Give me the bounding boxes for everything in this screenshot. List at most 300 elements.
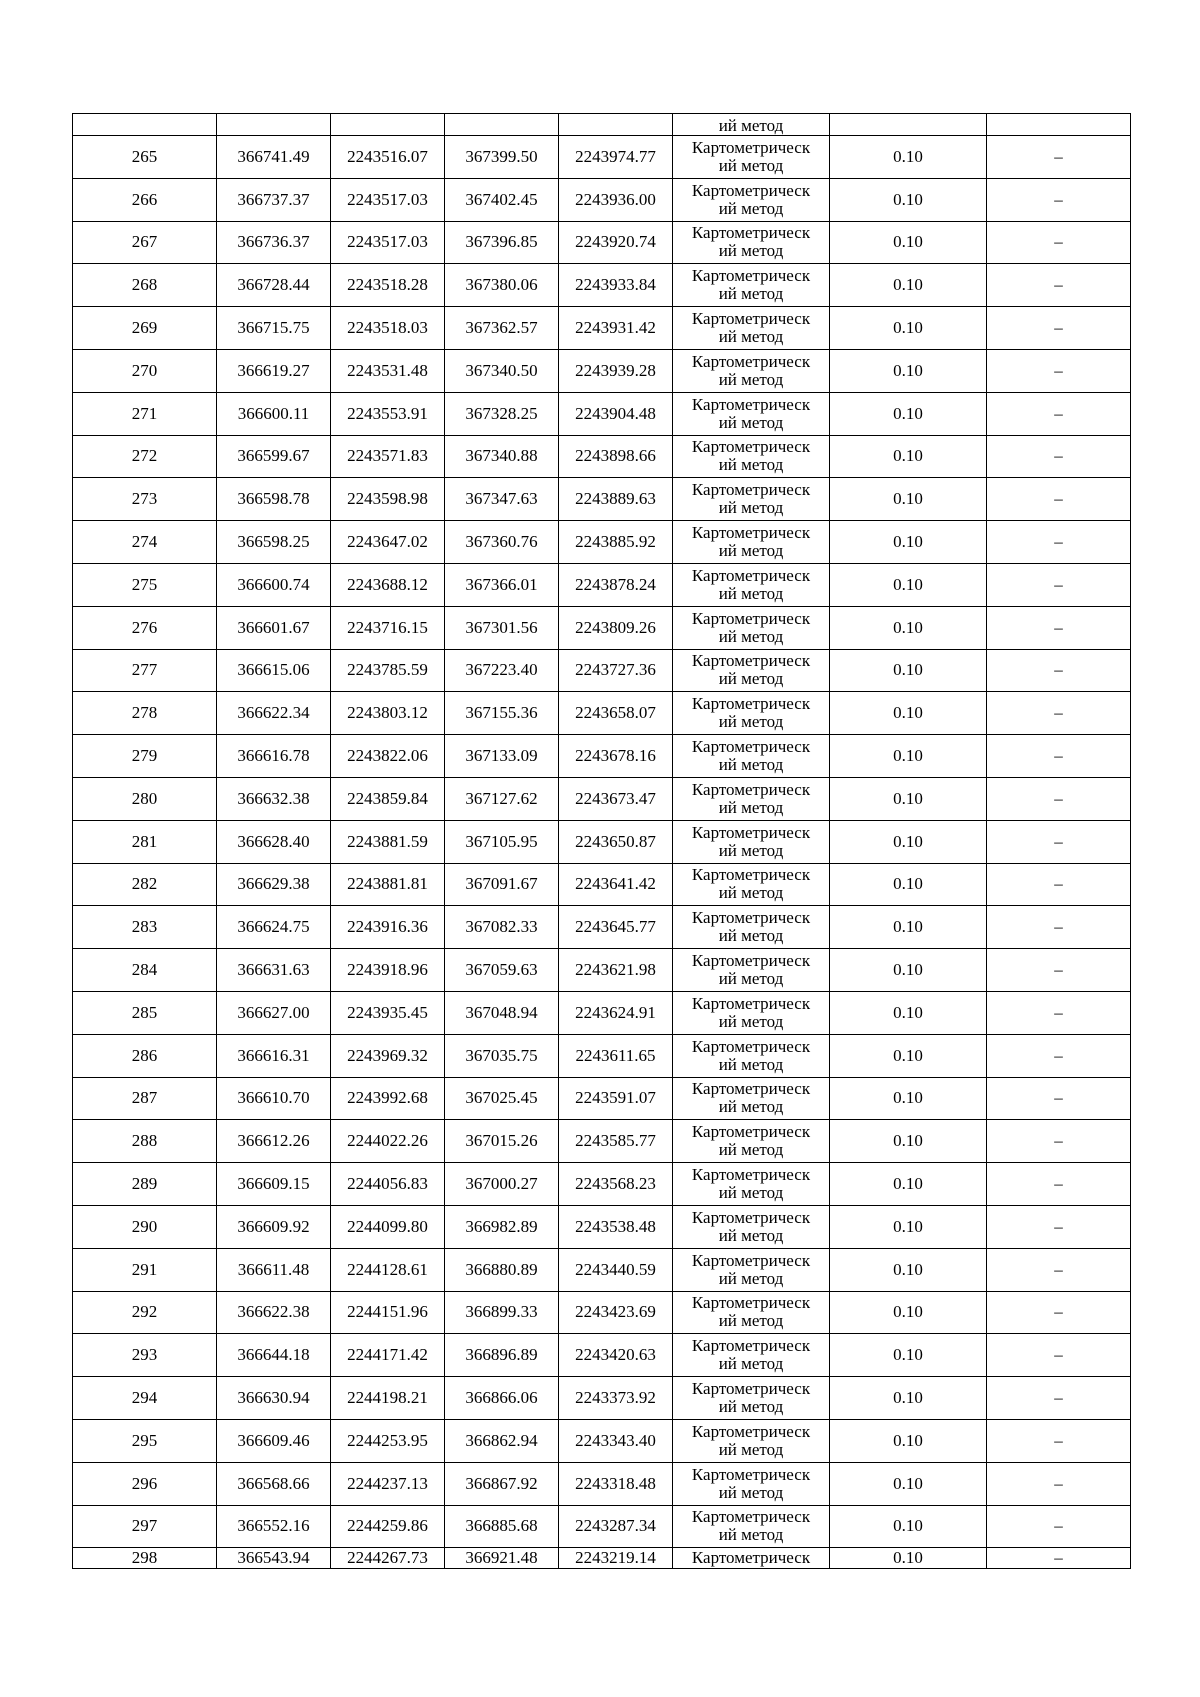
cell-accuracy: 0.10 <box>830 178 987 221</box>
cell-x-end: 366885.68 <box>445 1505 559 1548</box>
method-text-line1: Картометрическ <box>691 565 811 585</box>
method-text-line1: Картометрическ <box>691 694 811 714</box>
cell-y-start: 2243598.98 <box>331 478 445 521</box>
cell-accuracy: 0.10 <box>830 1120 987 1163</box>
cell-x-start: 366611.48 <box>217 1248 331 1291</box>
cell-x-start: 366622.38 <box>217 1291 331 1334</box>
method-text-line1: Картометрическ <box>691 266 811 286</box>
table-row <box>73 1462 1131 1505</box>
cell-y-end: 2243809.26 <box>559 606 673 649</box>
cell-x-start: 366737.37 <box>217 178 331 221</box>
method-text-line1: Картометрическ <box>691 865 811 885</box>
method-text-line1: Картометрическ <box>691 1507 811 1527</box>
cell-x-end: 367223.40 <box>445 649 559 692</box>
cell-point-number: 286 <box>73 1034 217 1077</box>
cell-note: – <box>987 863 1131 906</box>
cell-empty <box>217 114 331 136</box>
table-row <box>73 1077 1131 1120</box>
cell-method <box>673 1291 830 1334</box>
cell-x-end: 367328.25 <box>445 392 559 435</box>
cell-y-end: 2243287.34 <box>559 1505 673 1548</box>
cell-note: – <box>987 906 1131 949</box>
cell-x-end: 366880.89 <box>445 1248 559 1291</box>
cell-x-end: 367347.63 <box>445 478 559 521</box>
cell-point-number: 265 <box>73 136 217 179</box>
method-text-line1: Картометрическ <box>691 1165 811 1185</box>
cell-x-start: 366598.78 <box>217 478 331 521</box>
cell-accuracy: 0.10 <box>830 1462 987 1505</box>
cell-empty <box>559 114 673 136</box>
cell-empty <box>445 114 559 136</box>
table-row <box>73 1291 1131 1334</box>
cell-x-start: 366615.06 <box>217 649 331 692</box>
table-row <box>73 136 1131 179</box>
cell-accuracy: 0.10 <box>830 435 987 478</box>
table-row <box>73 563 1131 606</box>
cell-empty <box>73 114 217 136</box>
cell-point-number: 270 <box>73 349 217 392</box>
method-text-line2: ий метод <box>718 1225 784 1245</box>
cell-method <box>673 735 830 778</box>
table-row <box>73 307 1131 350</box>
cell-x-start: 366568.66 <box>217 1462 331 1505</box>
cell-point-number: 283 <box>73 906 217 949</box>
cell-note: – <box>987 1291 1131 1334</box>
cell-accuracy: 0.10 <box>830 1034 987 1077</box>
table-row-continuation <box>73 114 1131 136</box>
cell-y-end: 2243898.66 <box>559 435 673 478</box>
cell-y-end: 2243933.84 <box>559 264 673 307</box>
table-row <box>73 435 1131 478</box>
cell-x-start: 366627.00 <box>217 991 331 1034</box>
cell-method <box>673 435 830 478</box>
cell-point-number: 278 <box>73 692 217 735</box>
method-text-line2: ий метод <box>718 327 784 347</box>
method-text-line1: Картометрическ <box>691 1079 811 1099</box>
cell-x-start: 366736.37 <box>217 221 331 264</box>
cell-y-start: 2244056.83 <box>331 1163 445 1206</box>
method-text-line2: ий метод <box>718 1183 784 1203</box>
cell-accuracy: 0.10 <box>830 1377 987 1420</box>
cell-point-number: 277 <box>73 649 217 692</box>
cell-x-end: 366867.92 <box>445 1462 559 1505</box>
method-text-line1: Картометрическ <box>691 1207 811 1227</box>
method-text-line1: Картометрическ <box>691 1293 811 1313</box>
table-row <box>73 1120 1131 1163</box>
cell-y-end: 2243889.63 <box>559 478 673 521</box>
cell-y-start: 2243859.84 <box>331 777 445 820</box>
cell-y-end: 2243678.16 <box>559 735 673 778</box>
cell-y-end: 2243658.07 <box>559 692 673 735</box>
cell-accuracy: 0.10 <box>830 735 987 778</box>
method-text-line1: Картометрическ <box>691 223 811 243</box>
method-text-line2: ий метод <box>718 669 784 689</box>
cell-y-end: 2243645.77 <box>559 906 673 949</box>
cell-note: – <box>987 392 1131 435</box>
cell-accuracy: 0.10 <box>830 1291 987 1334</box>
cell-note: – <box>987 1077 1131 1120</box>
cell-y-end: 2243591.07 <box>559 1077 673 1120</box>
cell-point-number: 272 <box>73 435 217 478</box>
table-row <box>73 478 1131 521</box>
method-text-line1: Картометрическ <box>691 737 811 757</box>
cell-method <box>673 1377 830 1420</box>
cell-method <box>673 1163 830 1206</box>
cell-x-end: 366896.89 <box>445 1334 559 1377</box>
method-text-line1: Картометрическ <box>691 993 811 1013</box>
method-text-line1: Картометрическ <box>691 822 811 842</box>
cell-note: – <box>987 221 1131 264</box>
method-text-line2: ий метод <box>718 755 784 775</box>
cell-x-start: 366741.49 <box>217 136 331 179</box>
table-row <box>73 349 1131 392</box>
method-text-line2: ий метод <box>718 1525 784 1545</box>
cell-y-start: 2243517.03 <box>331 221 445 264</box>
cell-method <box>673 264 830 307</box>
cell-x-end: 367048.94 <box>445 991 559 1034</box>
table-row <box>73 392 1131 435</box>
cell-method <box>673 221 830 264</box>
cell-y-start: 2243916.36 <box>331 906 445 949</box>
cell-note: – <box>987 1419 1131 1462</box>
cell-x-end: 367133.09 <box>445 735 559 778</box>
cell-x-start: 366624.75 <box>217 906 331 949</box>
cell-x-end: 366866.06 <box>445 1377 559 1420</box>
cell-accuracy: 0.10 <box>830 1548 987 1569</box>
cell-method <box>673 178 830 221</box>
cell-y-end: 2243650.87 <box>559 820 673 863</box>
cell-y-end: 2243423.69 <box>559 1291 673 1334</box>
cell-point-number: 268 <box>73 264 217 307</box>
cell-x-end: 366899.33 <box>445 1291 559 1334</box>
cell-accuracy: 0.10 <box>830 692 987 735</box>
cell-y-start: 2244198.21 <box>331 1377 445 1420</box>
method-text-line2: ий метод <box>718 155 784 175</box>
table-row <box>73 521 1131 564</box>
cell-x-end: 367340.50 <box>445 349 559 392</box>
cell-accuracy: 0.10 <box>830 264 987 307</box>
cell-y-end: 2243343.40 <box>559 1419 673 1462</box>
cell-method <box>673 1548 830 1569</box>
cell-y-start: 2243518.03 <box>331 307 445 350</box>
cell-method <box>673 1248 830 1291</box>
cell-note: – <box>987 264 1131 307</box>
cell-point-number: 279 <box>73 735 217 778</box>
method-text-line2: ий метод <box>718 1011 784 1031</box>
method-text-line1: Картометрическ <box>691 1421 811 1441</box>
cell-x-start: 366552.16 <box>217 1505 331 1548</box>
method-text-line2: ий метод <box>718 583 784 603</box>
cell-method <box>673 1505 830 1548</box>
cell-x-start: 366610.70 <box>217 1077 331 1120</box>
cell-x-start: 366631.63 <box>217 949 331 992</box>
cell-note: – <box>987 606 1131 649</box>
cell-point-number: 284 <box>73 949 217 992</box>
method-text-line1: Картометрическ <box>691 779 811 799</box>
cell-y-end: 2243621.98 <box>559 949 673 992</box>
cell-y-start: 2243518.28 <box>331 264 445 307</box>
cell-accuracy: 0.10 <box>830 906 987 949</box>
cell-method <box>673 1077 830 1120</box>
cell-x-end: 366982.89 <box>445 1205 559 1248</box>
cell-method <box>673 820 830 863</box>
cell-y-start: 2243517.03 <box>331 178 445 221</box>
cell-accuracy: 0.10 <box>830 777 987 820</box>
table-row <box>73 1505 1131 1548</box>
cell-method <box>673 307 830 350</box>
cell-y-start: 2244099.80 <box>331 1205 445 1248</box>
method-text-line2: ий метод <box>718 840 784 860</box>
cell-y-end: 2243611.65 <box>559 1034 673 1077</box>
cell-method <box>673 1034 830 1077</box>
cell-point-number: 282 <box>73 863 217 906</box>
cell-y-start: 2244267.73 <box>331 1548 445 1569</box>
cell-y-start: 2244151.96 <box>331 1291 445 1334</box>
table-row <box>73 949 1131 992</box>
cell-y-end: 2243219.14 <box>559 1548 673 1569</box>
cell-note: – <box>987 649 1131 692</box>
cell-accuracy: 0.10 <box>830 863 987 906</box>
cell-point-number: 287 <box>73 1077 217 1120</box>
cell-empty <box>830 114 987 136</box>
cell-point-number: 292 <box>73 1291 217 1334</box>
cell-note: – <box>987 1334 1131 1377</box>
method-text-line2: ий метод <box>718 369 784 389</box>
cell-note: – <box>987 949 1131 992</box>
table-row <box>73 1334 1131 1377</box>
cell-x-end: 366862.94 <box>445 1419 559 1462</box>
cell-y-start: 2243716.15 <box>331 606 445 649</box>
method-text-line2: ий метод <box>718 241 784 261</box>
table-row <box>73 1248 1131 1291</box>
cell-accuracy: 0.10 <box>830 1077 987 1120</box>
cell-method <box>673 692 830 735</box>
cell-y-start: 2243918.96 <box>331 949 445 992</box>
method-text-line1: Картометрическ <box>691 651 811 671</box>
cell-accuracy: 0.10 <box>830 1248 987 1291</box>
table-row <box>73 863 1131 906</box>
method-text-line2: ий метод <box>718 1311 784 1331</box>
cell-note: – <box>987 777 1131 820</box>
cell-x-start: 366543.94 <box>217 1548 331 1569</box>
table-row <box>73 264 1131 307</box>
cell-method <box>673 949 830 992</box>
cell-x-start: 366715.75 <box>217 307 331 350</box>
coordinates-table <box>72 113 1131 1569</box>
cell-point-number: 295 <box>73 1419 217 1462</box>
cell-note: – <box>987 349 1131 392</box>
method-text-line1: Картометрическ <box>691 951 811 971</box>
cell-accuracy: 0.10 <box>830 221 987 264</box>
cell-y-end: 2243440.59 <box>559 1248 673 1291</box>
cell-y-start: 2244171.42 <box>331 1334 445 1377</box>
cell-x-end: 367380.06 <box>445 264 559 307</box>
cell-x-end: 367155.36 <box>445 692 559 735</box>
cell-x-end: 367301.56 <box>445 606 559 649</box>
method-text-line2: ий метод <box>718 541 784 561</box>
cell-accuracy: 0.10 <box>830 649 987 692</box>
table-row <box>73 692 1131 735</box>
table-row <box>73 178 1131 221</box>
cell-x-end: 367399.50 <box>445 136 559 179</box>
cell-note: – <box>987 478 1131 521</box>
cell-accuracy: 0.10 <box>830 478 987 521</box>
cell-x-end: 367091.67 <box>445 863 559 906</box>
method-text-line2: ий метод <box>718 198 784 218</box>
table-row <box>73 1377 1131 1420</box>
cell-method <box>673 392 830 435</box>
cell-point-number: 293 <box>73 1334 217 1377</box>
cell-accuracy: 0.10 <box>830 349 987 392</box>
cell-x-start: 366616.78 <box>217 735 331 778</box>
table-row <box>73 777 1131 820</box>
cell-method <box>673 1334 830 1377</box>
method-text-line1: Картометрическ <box>691 437 811 457</box>
cell-note: – <box>987 435 1131 478</box>
cell-point-number: 297 <box>73 1505 217 1548</box>
cell-method <box>673 563 830 606</box>
cell-accuracy: 0.10 <box>830 521 987 564</box>
cell-x-start: 366628.40 <box>217 820 331 863</box>
cell-accuracy: 0.10 <box>830 392 987 435</box>
cell-y-start: 2244128.61 <box>331 1248 445 1291</box>
cell-x-end: 367366.01 <box>445 563 559 606</box>
cell-x-start: 366629.38 <box>217 863 331 906</box>
cell-x-start: 366632.38 <box>217 777 331 820</box>
method-text-line2: ий метод <box>718 1439 784 1459</box>
cell-y-end: 2243727.36 <box>559 649 673 692</box>
cell-x-end: 367000.27 <box>445 1163 559 1206</box>
cell-y-start: 2243647.02 <box>331 521 445 564</box>
table-row <box>73 221 1131 264</box>
table-row <box>73 906 1131 949</box>
cell-y-end: 2243538.48 <box>559 1205 673 1248</box>
method-text-line2: ий метод <box>718 926 784 946</box>
cell-note: – <box>987 1248 1131 1291</box>
cell-x-end: 367362.57 <box>445 307 559 350</box>
cell-y-end: 2243936.00 <box>559 178 673 221</box>
table-row <box>73 1419 1131 1462</box>
cell-x-start: 366622.34 <box>217 692 331 735</box>
cell-x-end: 367396.85 <box>445 221 559 264</box>
cell-method <box>673 478 830 521</box>
cell-accuracy: 0.10 <box>830 606 987 649</box>
method-text-line1: Картометрическ <box>691 1464 811 1484</box>
cell-point-number: 266 <box>73 178 217 221</box>
method-text-line2: ий метод <box>718 498 784 518</box>
method-text-line2: ий метод <box>718 797 784 817</box>
cell-point-number: 288 <box>73 1120 217 1163</box>
cell-y-start: 2243571.83 <box>331 435 445 478</box>
cell-y-start: 2243531.48 <box>331 349 445 392</box>
cell-note: – <box>987 136 1131 179</box>
cell-note: – <box>987 820 1131 863</box>
method-text-line2: ий метод <box>718 626 784 646</box>
cell-point-number: 271 <box>73 392 217 435</box>
cell-note: – <box>987 1205 1131 1248</box>
cell-y-start: 2243969.32 <box>331 1034 445 1077</box>
cell-y-start: 2244237.13 <box>331 1462 445 1505</box>
method-text-line2: ий метод <box>718 712 784 732</box>
cell-x-end: 367360.76 <box>445 521 559 564</box>
cell-x-start: 366630.94 <box>217 1377 331 1420</box>
cell-x-start: 366600.11 <box>217 392 331 435</box>
cell-x-end: 367082.33 <box>445 906 559 949</box>
table-body <box>73 114 1131 1569</box>
cell-y-start: 2243992.68 <box>331 1077 445 1120</box>
table-row <box>73 820 1131 863</box>
cell-y-start: 2243822.06 <box>331 735 445 778</box>
method-tail-text: ий метод <box>718 115 784 135</box>
cell-x-end: 367402.45 <box>445 178 559 221</box>
method-text-line1: Картометрическ <box>691 137 811 157</box>
cell-y-end: 2243641.42 <box>559 863 673 906</box>
cell-y-end: 2243420.63 <box>559 1334 673 1377</box>
cell-point-number: 291 <box>73 1248 217 1291</box>
cell-method-tail <box>673 114 830 136</box>
cell-note: – <box>987 991 1131 1034</box>
cell-accuracy: 0.10 <box>830 136 987 179</box>
method-text-line2: ий метод <box>718 1268 784 1288</box>
cell-note: – <box>987 307 1131 350</box>
cell-point-number: 269 <box>73 307 217 350</box>
cell-accuracy: 0.10 <box>830 1205 987 1248</box>
cell-y-end: 2243974.77 <box>559 136 673 179</box>
cell-accuracy: 0.10 <box>830 1419 987 1462</box>
method-text-line2: ий метод <box>718 455 784 475</box>
method-text-line1: Картометрическ <box>691 1036 811 1056</box>
cell-x-end: 366921.48 <box>445 1548 559 1569</box>
cell-note: – <box>987 178 1131 221</box>
cell-point-number: 275 <box>73 563 217 606</box>
cell-y-start: 2244253.95 <box>331 1419 445 1462</box>
cell-x-start: 366600.74 <box>217 563 331 606</box>
cell-method <box>673 991 830 1034</box>
method-text-line2: ий метод <box>718 1054 784 1074</box>
cell-point-number: 281 <box>73 820 217 863</box>
cell-x-start: 366612.26 <box>217 1120 331 1163</box>
cell-point-number: 290 <box>73 1205 217 1248</box>
cell-method <box>673 1419 830 1462</box>
cell-y-end: 2243878.24 <box>559 563 673 606</box>
cell-point-number: 274 <box>73 521 217 564</box>
cell-y-end: 2243568.23 <box>559 1163 673 1206</box>
cell-accuracy: 0.10 <box>830 949 987 992</box>
cell-method <box>673 349 830 392</box>
cell-x-start: 366598.25 <box>217 521 331 564</box>
cell-method <box>673 1120 830 1163</box>
method-text-line1: Картометрическ <box>691 309 811 329</box>
cell-note: – <box>987 563 1131 606</box>
cell-note: – <box>987 735 1131 778</box>
cell-y-end: 2243585.77 <box>559 1120 673 1163</box>
method-text-line1: Картометрическ <box>691 1336 811 1356</box>
cell-note: – <box>987 1120 1131 1163</box>
cell-point-number: 273 <box>73 478 217 521</box>
method-text-line2: ий метод <box>718 1354 784 1374</box>
cell-method <box>673 521 830 564</box>
cell-accuracy: 0.10 <box>830 563 987 606</box>
cell-y-start: 2244022.26 <box>331 1120 445 1163</box>
cell-point-number: 276 <box>73 606 217 649</box>
cell-method <box>673 649 830 692</box>
cell-x-end: 367015.26 <box>445 1120 559 1163</box>
cell-x-start: 366619.27 <box>217 349 331 392</box>
cell-x-start: 366609.46 <box>217 1419 331 1462</box>
method-text-line1: Картометрическ <box>691 1122 811 1142</box>
cell-empty <box>987 114 1131 136</box>
cell-note: – <box>987 1548 1131 1569</box>
